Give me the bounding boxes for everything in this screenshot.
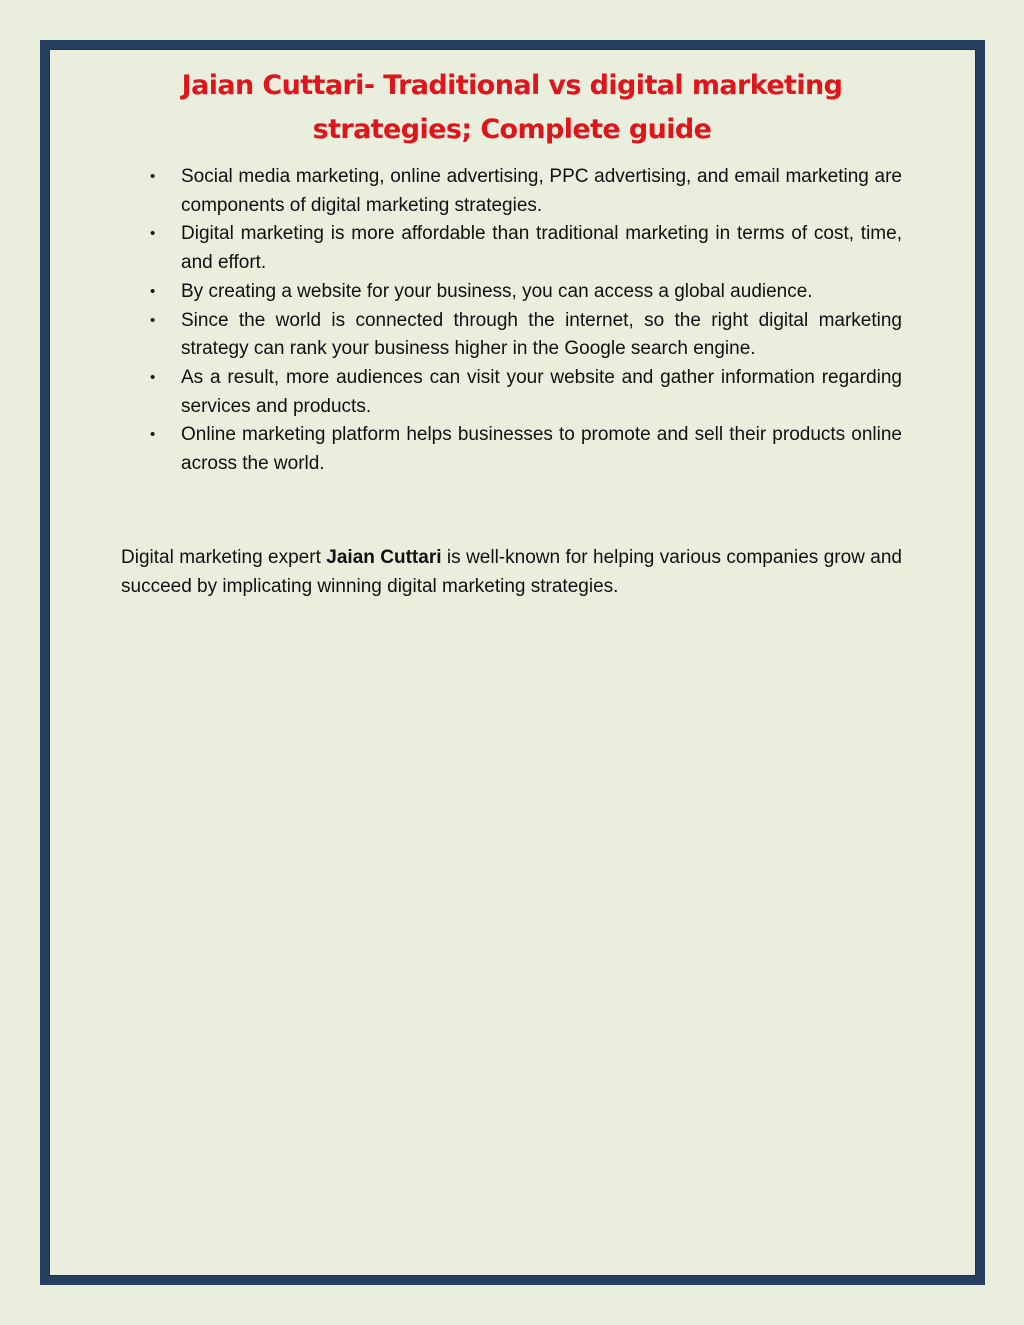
bullet-icon: • (150, 426, 156, 444)
closing-text-after: is well-known for helping various companies grow and succeed by implicating winning digital marketing strategies. (121, 547, 902, 597)
list-item-text: Since the world is connected through the internet, so the right digital marketing strategy can rank your business higher in the Google search engine. (181, 309, 902, 360)
list-item-text: Social media marketing, online advertising, PPC advertising, and email marketing are components of digital marketing strategies. (181, 166, 902, 216)
list-item-text: As a result, more audiences can visit your website and gather information regarding services and products. (181, 366, 902, 417)
list-item-text: By creating a website for your business, you can access a global audience. (181, 280, 813, 302)
list-item (145, 163, 902, 220)
closing-text-before: Digital marketing expert (121, 547, 327, 568)
list-item-text: Digital marketing is more affordable than traditional marketing in terms of cost, time, and effort. (181, 223, 902, 274)
expert-name: Jaian Cuttari (326, 547, 442, 568)
list-item-text: Online marketing platform helps businesses to promote and sell their products online across the world. (181, 424, 902, 475)
bullet-icon: • (150, 168, 156, 185)
bullet-icon: • (150, 282, 156, 300)
list-item (145, 220, 902, 277)
bullet-list (145, 163, 902, 479)
list-item (145, 421, 902, 478)
bullet-icon: • (150, 311, 156, 329)
document-title: Jaian Cuttari- Traditional vs digital marketing strategies; Complete guide (181, 70, 843, 145)
list-item (145, 364, 902, 421)
bullet-icon: • (150, 225, 156, 243)
bullet-icon: • (150, 368, 156, 386)
list-item (145, 278, 902, 307)
closing-paragraph (121, 543, 902, 601)
list-item (145, 307, 902, 364)
